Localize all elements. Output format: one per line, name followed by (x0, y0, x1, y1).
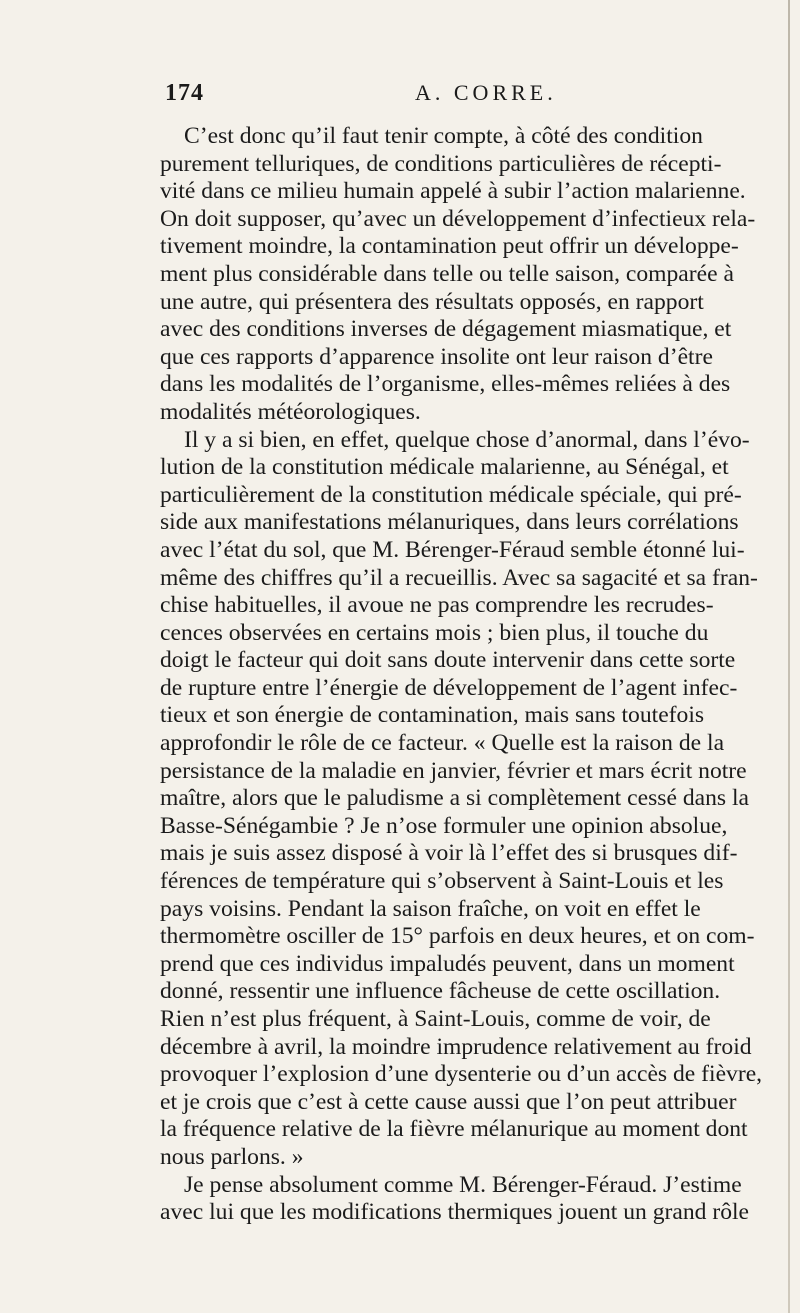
text-line: particulièrement de la constitution médicale spéciale, qui pré- (160, 481, 742, 508)
text-line: cences observées en certains mois ; bien plus, il touche du (160, 619, 709, 646)
text-line: C’est donc qu’il faut tenir compte, à côté des condition (184, 123, 703, 149)
text-line: modalités météorologiques. (160, 398, 421, 425)
text-line: décembre à avril, la moindre imprudence relativement au froid (160, 1033, 752, 1060)
text-line: Il y a si bien, en effet, quelque chose d’anormal, dans l’évo- (184, 426, 750, 453)
text-line: lution de la constitution médicale malarienne, au Sénégal, et (160, 454, 729, 481)
text-line: persistance de la maladie en janvier, février et mars écrit notre (160, 757, 747, 784)
text-line: On doit supposer, qu’avec un développement d’infectieux rela- (160, 205, 756, 232)
text-line: de rupture entre l’énergie de développement de l’agent infec- (160, 674, 738, 701)
text-line: provoquer l’explosion d’une dysenterie ou d’un accès de fièvre, (160, 1061, 763, 1088)
text-line: chise habituelles, il avoue ne pas comprendre les recrudes- (160, 592, 714, 619)
body-text (160, 123, 796, 1227)
text-line: tivement moindre, la contamination peut offrir un développe- (160, 233, 739, 260)
text-line: Je pense absolument comme M. Bérenger-Féraud. J’estime (184, 1171, 742, 1198)
text-line: Rien n’est plus fréquent, à Saint-Louis, comme de voir, de (160, 1006, 711, 1032)
text-line: avec lui que les modifications thermiques jouent un grand rôle (160, 1199, 750, 1226)
running-head: A. CORRE. (415, 80, 557, 105)
text-line: side aux manifestations mélanuriques, dans leurs corrélations (160, 509, 739, 536)
text-line: donné, ressentir une influence fâcheuse de cette oscillation. (160, 978, 721, 1005)
text-line: la fréquence relative de la fièvre mélanurique au moment dont (160, 1116, 748, 1143)
text-line: tieux et son énergie de contamination, mais sans toutefois (160, 702, 705, 729)
text-line: thermomètre osciller de 15° parfois en deux heures, et on com- (160, 923, 755, 950)
text-line: mais je suis assez disposé à voir là l’effet des si brusques dif- (160, 840, 738, 867)
text-line: avec des conditions inverses de dégagement miasmatique, et (160, 316, 732, 343)
text-line: maître, alors que le paludisme a si complètement cessé dans la (160, 785, 749, 812)
text-line: que ces rapports d’apparence insolite ont leur raison d’être (160, 343, 713, 370)
text-line: nous parlons. » (160, 1143, 304, 1170)
page-header (165, 80, 775, 120)
text-line: vité dans ce milieu humain appelé à subir l’action malarienne. (160, 178, 746, 205)
text-line: approfondir le rôle de ce facteur. « Quelle est la raison de la (160, 730, 725, 757)
text-line: avec l’état du sol, que M. Bérenger-Féraud semble étonné lui- (160, 536, 745, 563)
text-line: doigt le facteur qui doit sans doute intervenir dans cette sorte (160, 647, 736, 674)
text-line: une autre, qui présentera des résultats opposés, en rapport (160, 288, 704, 315)
text-line: purement telluriques, de conditions particulières de récepti- (160, 150, 722, 177)
text-line: dans les modalités de l’organisme, elles-mêmes reliées à des (160, 371, 731, 398)
text-line: ment plus considérable dans telle ou telle saison, comparée à (160, 260, 734, 287)
text-line: férences de température qui s’observent à Saint-Louis et les (160, 868, 724, 895)
text-line: prend que ces individus impaludés peuvent, dans un moment (160, 950, 735, 977)
text-line: même des chiffres qu’il a recueillis. Avec sa sagacité et sa fran- (160, 564, 758, 591)
page-number: 174 (165, 80, 204, 106)
text-line: pays voisins. Pendant la saison fraîche, on voit en effet le (160, 895, 701, 922)
text-line: et je crois que c’est à cette cause aussi que l’on peut attribuer (160, 1088, 737, 1115)
text-line: Basse-Sénégambie ? Je n’ose formuler une opinion absolue, (160, 812, 728, 839)
